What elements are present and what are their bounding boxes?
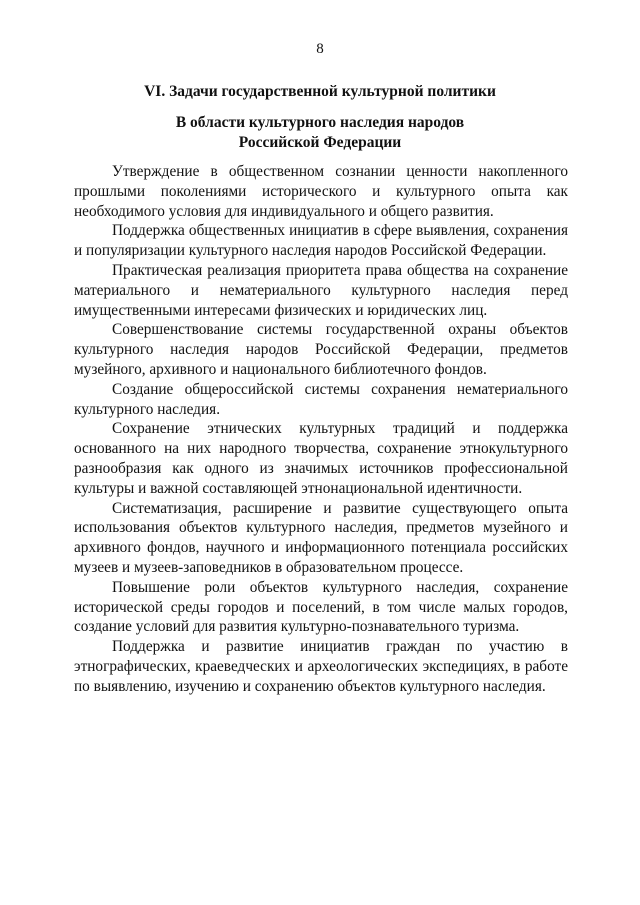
paragraph: Систематизация, расширение и развитие существующего опыта использования объектов культурного наследия, предметов музейного и архивного фондов, научного и информационного потенциала российских музеев и музеев-заповедников в образовательном процессе.: [74, 499, 568, 576]
paragraph: Совершенствование системы государственной охраны объектов культурного наследия народов Российской Федерации, предметов музейного, архивного и национального библиотечного фондов.: [74, 321, 568, 378]
paragraph: Сохранение этнических культурных традиций и поддержка основанного на них народного творчества, сохранение этнокультурного разнообразия как одного из значимых источников профессиональной культуры и важной составляющей этнонациональной идентичности.: [74, 420, 568, 497]
paragraph: Поддержка общественных инициатив в сфере выявления, сохранения и популяризации культурного наследия народов Российской Федерации.: [74, 222, 568, 260]
subsection-title: [0, 113, 640, 152]
paragraph: Утверждение в общественном сознании ценности накопленного прошлыми поколениями исторического и культурного опыта как необходимого условия для индивидуального и общего развития.: [74, 163, 568, 220]
paragraph: Поддержка и развитие инициатив граждан по участию в этнографических, краеведческих и археологических экспедициях, в работе по выявлению, изучению и сохранению объектов культурного наследия.: [74, 638, 568, 695]
paragraph: Повышение роли объектов культурного наследия, сохранение исторической среды городов и поселений, в том числе малых городов, создание условий для развития культурно-познавательного туризма.: [74, 578, 568, 636]
subsection-title-line-2: Российской Федерации: [238, 133, 402, 151]
page-number: 8: [316, 41, 324, 57]
subsection-title-line-1: В области культурного наследия народов: [175, 114, 465, 131]
document-body: [74, 162, 568, 697]
paragraph: Создание общероссийской системы сохранения нематериального культурного наследия.: [74, 380, 568, 418]
section-title: VI. Задачи государственной культурной политики: [144, 83, 496, 100]
paragraph: Практическая реализация приоритета права общества на сохранение материального и нематериального культурного наследия перед имущественными интересами физических и юридических лиц.: [74, 261, 568, 319]
